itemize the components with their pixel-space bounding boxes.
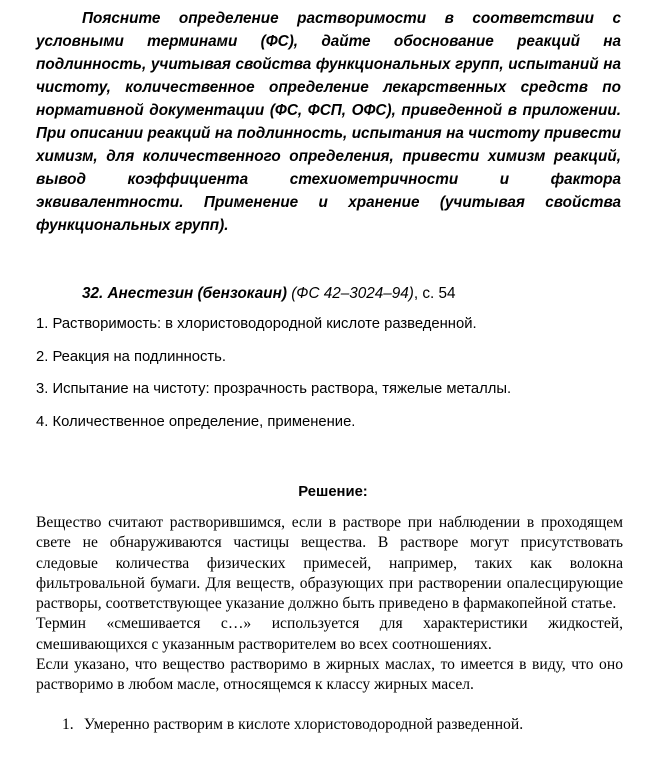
item-number: 1. (62, 716, 74, 733)
monograph-reference: (ФС 42–3024–94) (291, 285, 414, 302)
task-item: 2. Реакция на подлинность. (36, 348, 226, 365)
task-item: 4. Количественное определение, применение. (36, 413, 356, 430)
task-item: 1. Растворимость: в хлористоводородной кислоте разведенной. (36, 316, 477, 332)
solution-numbered-item (62, 715, 523, 735)
task-item: 3. Испытание на чистоту: прозрачность раствора, тяжелые металлы. (36, 381, 512, 397)
item-text: Умеренно растворим в кислоте хлористоводородной разведенной. (83, 716, 524, 733)
solution-body (36, 513, 623, 696)
task-items-list (36, 314, 621, 444)
page-reference: , с. 54 (413, 285, 456, 302)
substance-heading (82, 284, 456, 304)
solution-paragraph: Если указано, что вещество растворимо в жирных маслах, то имеется в виду, что оно растворимо в любом масле, относящемся к классу жирных масел. (36, 656, 623, 694)
solution-paragraph: Термин «смешивается с…» используется для характеристики жидкостей, смешивающихся с указанным растворителем во всех соотношениях. (36, 615, 623, 653)
task-instructions: Поясните определение растворимости в соответствии с условными терминами (ФС), дайте обоснование реакций на подлинность, учитывая свойства функциональных групп, испытаний на чистоту, количественное определение лекарственных средств по нормативной документации (ФС, ФСП, ОФС), приведенной в приложении. При описании реакций на подлинность, испытания на чистоту привести химизм, для количественного определения, привести химизм реакций, вывод коэффициента стехиометричности и фактора эквивалентности. Применение и хранение (учитывая свойства функциональных групп). (36, 10, 621, 234)
solution-title: Решение: (298, 484, 368, 500)
substance-title: 32. Анестезин (бензокаин) (82, 285, 287, 302)
solution-paragraph: Вещество считают растворившимся, если в растворе при наблюдении в проходящем свете не обнаруживаются частицы вещества. В растворе могут присутствовать следовые количества физических примесей, например, таких как волокна фильтровальной бумаги. Для веществ, образующих при растворении опалесцирующие растворы, соответствующее указание должно быть приведено в фармакопейной статье. (36, 514, 623, 613)
